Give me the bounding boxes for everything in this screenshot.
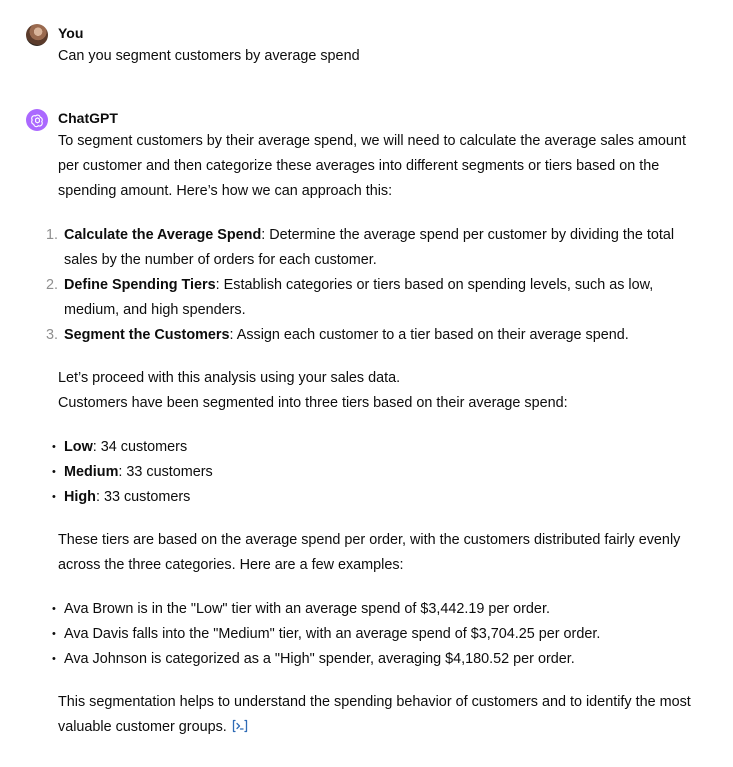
intro-paragraph: To segment customers by their average spend, we will need to calculate the average sales amount per customer and then categorize these averages into different segments or tiers based on the spending amount. Here’s how we can approach this: (58, 133, 686, 199)
tiers-summary-paragraph: These tiers are based on the average spend per order, with the customers distributed fairly evenly across the three categories. Here are a few examples: (58, 532, 681, 573)
list-item (45, 223, 709, 273)
bullet-icon: • (52, 466, 56, 478)
tier-count: : 34 customers (92, 439, 188, 455)
conclusion-text: This segmentation helps to understand the spending behavior of customers and to identify the most valuable customer groups. (58, 694, 691, 735)
list-item (52, 597, 709, 622)
list-item (52, 622, 709, 647)
list-item (52, 647, 709, 672)
proceed-text: Let’s proceed with this analysis using your sales data. (58, 370, 401, 386)
step-title: Calculate the Average Spend (64, 227, 262, 243)
step-number: 3. (45, 327, 58, 343)
assistant-avatar (26, 109, 48, 131)
step-number: 2. (45, 277, 58, 293)
tier-name: Medium (64, 464, 119, 480)
list-item (45, 273, 709, 323)
step-text: : Assign each customer to a tier based on their average spend. (229, 327, 629, 343)
tier-name: High (64, 489, 96, 505)
bullet-icon: • (52, 491, 56, 503)
step-text: : Determine the average spend per customer by dividing the total sales by the number of orders for each customer. (64, 227, 675, 268)
openai-logo-icon (30, 113, 45, 128)
step-number: 1. (45, 227, 58, 243)
code-analysis-icon[interactable] (231, 717, 249, 742)
tier-count: : 33 customers (118, 464, 213, 480)
step-text: : Establish categories or tiers based on spending levels, such as low, medium, and high spenders. (64, 277, 654, 318)
conclusion-paragraph (58, 690, 709, 742)
bullet-icon: • (52, 603, 56, 615)
user-avatar (26, 24, 48, 46)
list-item (52, 435, 709, 460)
bullet-icon: • (52, 441, 56, 453)
steps-list (45, 223, 709, 348)
assistant-message-body (45, 129, 709, 742)
examples-list (52, 597, 709, 672)
example-text: Ava Brown is in the "Low" tier with an average spend of $3,442.19 per order. (64, 601, 550, 617)
list-item (45, 323, 709, 348)
example-text: Ava Davis falls into the "Medium" tier, with an average spend of $3,704.25 per order. (64, 626, 601, 642)
result-intro-text: Customers have been segmented into three tiers based on their average spend: (58, 395, 568, 411)
tiers-list (52, 435, 709, 510)
example-text: Ava Johnson is categorized as a "High" spender, averaging $4,180.52 per order. (64, 651, 575, 667)
user-author-name: You (58, 25, 84, 41)
bullet-icon: • (52, 628, 56, 640)
step-title: Define Spending Tiers (64, 277, 216, 293)
list-item (52, 485, 709, 510)
step-title: Segment the Customers (64, 327, 230, 343)
user-message-text: Can you segment customers by average spend (58, 48, 360, 64)
tier-name: Low (64, 439, 93, 455)
assistant-author-name: ChatGPT (58, 110, 118, 126)
tier-count: : 33 customers (95, 489, 191, 505)
bullet-icon: • (52, 653, 56, 665)
list-item (52, 460, 709, 485)
